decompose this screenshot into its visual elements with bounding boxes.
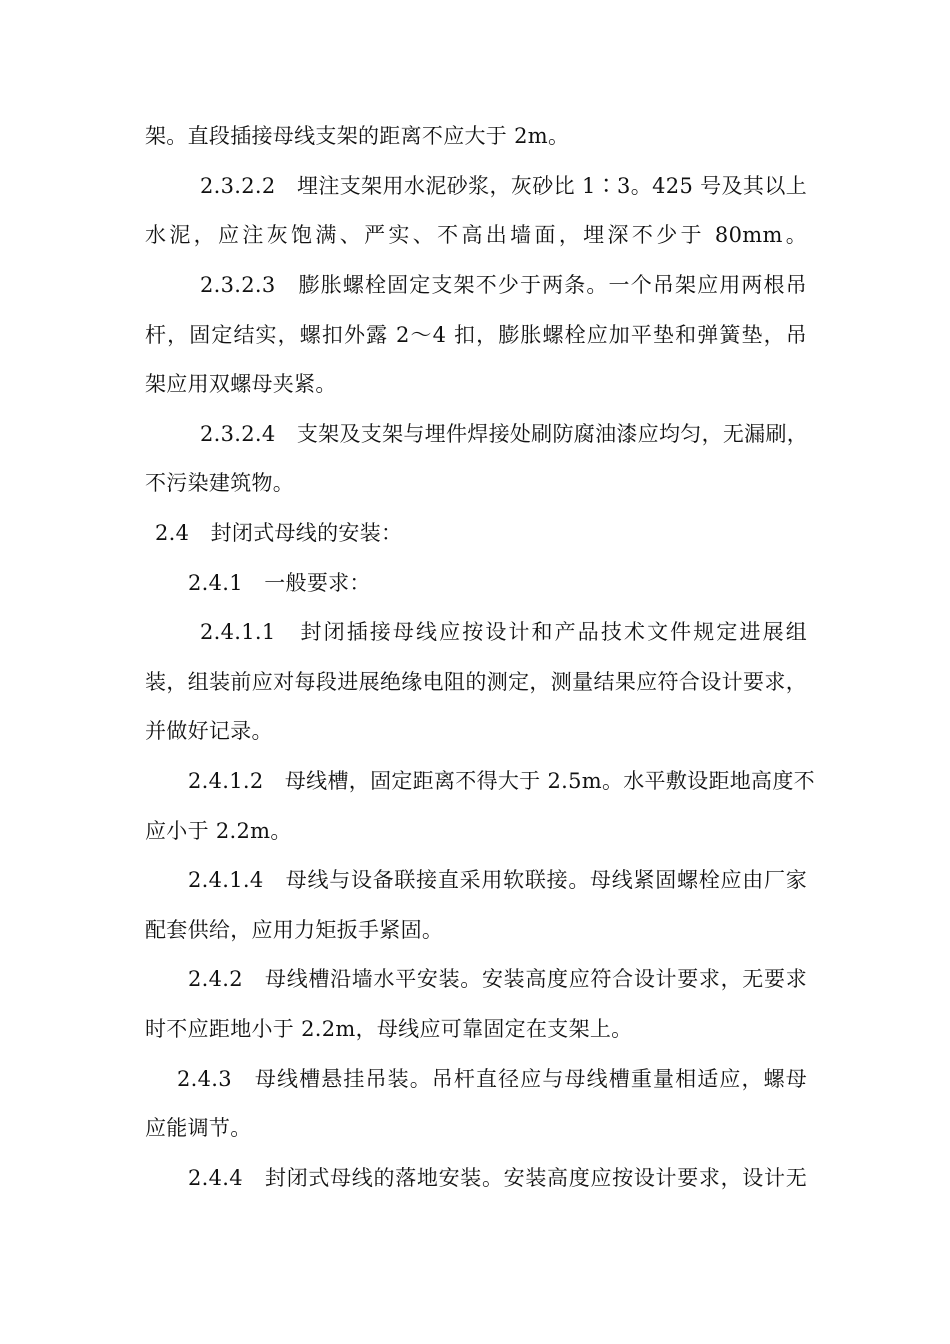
text-line: 装，组装前应对每段进展绝缘电阻的测定，测量结果应符合设计要求， bbox=[145, 670, 807, 694]
text-line: 2.4.4 封闭式母线的落地安装。安装高度应按设计要求，设计无 bbox=[188, 1166, 807, 1190]
text-line: 2.4.1.1 封闭插接母线应按设计和产品技术文件规定进展组 bbox=[200, 620, 807, 644]
text-line: 2.4.1.4 母线与设备联接直采用软联接。母线紧固螺栓应由厂家 bbox=[188, 868, 807, 892]
text-line: 应小于 2.2m。 bbox=[145, 819, 292, 843]
text-line: 应能调节。 bbox=[145, 1116, 252, 1140]
text-line: 配套供给，应用力矩扳手紧固。 bbox=[145, 918, 444, 942]
text-line: 时不应距地小于 2.2m，母线应可靠固定在支架上。 bbox=[145, 1017, 633, 1041]
text-line: 2.4.1.2 母线槽，固定距离不得大于 2.5m。水平敷设距地高度不 bbox=[188, 769, 815, 793]
text-line: 2.4.3 母线槽悬挂吊装。吊杆直径应与母线槽重量相适应，螺母 bbox=[177, 1067, 807, 1091]
subsection-heading: 2.4.1 一般要求： bbox=[188, 571, 371, 595]
text-line: 架。直段插接母线支架的距离不应大于 2m。 bbox=[145, 124, 570, 148]
text-line: 水泥，应注灰饱满、严实、不高出墙面，埋深不少于 80mm。 bbox=[145, 223, 807, 247]
text-line: 并做好记录。 bbox=[145, 719, 273, 743]
text-line: 架应用双螺母夹紧。 bbox=[145, 372, 337, 396]
text-line: 2.3.2.2 埋注支架用水泥砂浆，灰砂比 1∶3。425 号及其以上 bbox=[200, 174, 807, 198]
text-line: 杆，固定结实，螺扣外露 2～4 扣，膨胀螺栓应加平垫和弹簧垫，吊 bbox=[145, 323, 807, 347]
text-line: 2.3.2.3 膨胀螺栓固定支架不少于两条。一个吊架应用两根吊 bbox=[200, 273, 807, 297]
section-heading: 2.4 封闭式母线的安装： bbox=[155, 521, 403, 545]
text-line: 2.3.2.4 支架及支架与埋件焊接处刷防腐油漆应均匀，无漏刷， bbox=[200, 422, 809, 446]
text-line: 2.4.2 母线槽沿墙水平安装。安装高度应符合设计要求，无要求 bbox=[188, 967, 807, 991]
text-line: 不污染建筑物。 bbox=[145, 471, 295, 495]
